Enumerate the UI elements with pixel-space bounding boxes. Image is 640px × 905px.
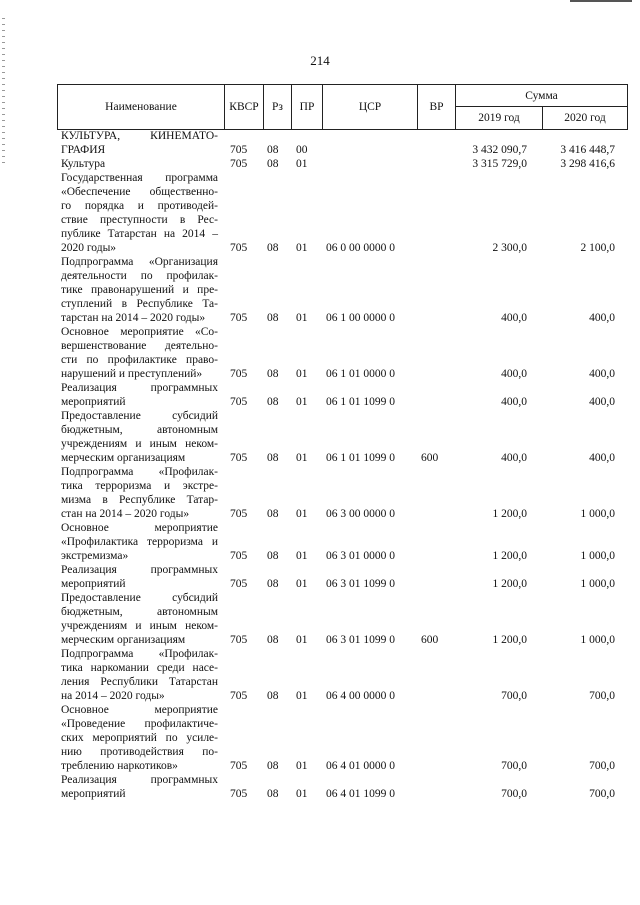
row-pr: 01 — [296, 158, 308, 170]
row-sum-2020: 1 000,0 — [580, 578, 615, 590]
row-kvsr: 705 — [230, 158, 248, 170]
row-name-line: мизма в Республике Татар- — [61, 494, 218, 506]
row-csr: 06 3 00 0000 0 — [326, 508, 395, 520]
header-sum: Сумма — [456, 85, 628, 107]
header-kvsr: КВСР — [225, 85, 264, 130]
row-sum-2019: 400,0 — [501, 368, 527, 380]
row-name-line: Реализация программных — [61, 382, 218, 394]
row-name-line: ступлений в Республике Та- — [61, 298, 218, 310]
row-sum-2020: 700,0 — [589, 788, 615, 800]
row-kvsr: 705 — [230, 312, 248, 324]
row-pr: 01 — [296, 634, 308, 646]
row-name-line: мероприятий — [61, 578, 126, 590]
row-kvsr: 705 — [230, 788, 248, 800]
row-sum-2020: 3 298 416,6 — [560, 158, 615, 170]
row-kvsr: 705 — [230, 508, 248, 520]
row-name — [61, 773, 218, 801]
row-name-line: сти по профилактике право- — [61, 354, 218, 366]
row-kvsr: 705 — [230, 634, 248, 646]
row-name — [61, 171, 218, 255]
row-name-line: треблению наркотиков» — [61, 760, 178, 772]
row-pr: 01 — [296, 550, 308, 562]
row-name-line: Предоставление субсидий — [61, 410, 218, 422]
row-vr: 600 — [421, 452, 439, 464]
row-rz: 08 — [267, 760, 279, 772]
row-name-line: Реализация программных — [61, 564, 218, 576]
row-name-line: Основное мероприятие «Со- — [61, 326, 218, 338]
row-sum-2019: 2 300,0 — [492, 242, 527, 254]
row-sum-2020: 400,0 — [589, 312, 615, 324]
row-csr: 06 0 00 0000 0 — [326, 242, 395, 254]
row-name-line: ствие преступности в Рес- — [61, 214, 218, 226]
table-row — [0, 325, 640, 381]
row-name-line: нию противодействия по- — [61, 746, 218, 758]
row-name-line: Культура — [61, 158, 106, 170]
table-row — [0, 409, 640, 465]
row-sum-2019: 700,0 — [501, 788, 527, 800]
row-name-line: тика терроризма и экстре- — [61, 480, 218, 492]
row-sum-2019: 3 315 729,0 — [472, 158, 527, 170]
row-sum-2020: 400,0 — [589, 368, 615, 380]
header-2020: 2020 год — [543, 107, 628, 130]
row-csr: 06 3 01 1099 0 — [326, 634, 395, 646]
table-body — [0, 129, 640, 801]
row-kvsr: 705 — [230, 578, 248, 590]
row-name — [61, 465, 218, 521]
row-rz: 08 — [267, 158, 279, 170]
row-csr: 06 1 00 0000 0 — [326, 312, 395, 324]
row-rz: 08 — [267, 690, 279, 702]
row-name-line: «Обеспечение общественно- — [61, 186, 218, 198]
row-pr: 01 — [296, 508, 308, 520]
row-sum-2020: 1 000,0 — [580, 550, 615, 562]
row-sum-2020: 3 416 448,7 — [560, 144, 615, 156]
row-name-line: Основное мероприятие — [61, 522, 218, 534]
row-name — [61, 647, 218, 703]
table-row — [0, 381, 640, 409]
row-pr: 01 — [296, 578, 308, 590]
row-sum-2019: 400,0 — [501, 452, 527, 464]
row-name-line: вершенствование деятельно- — [61, 340, 218, 352]
header-csr: ЦСР — [323, 85, 418, 130]
row-name-line: мероприятий — [61, 788, 126, 800]
row-sum-2020: 700,0 — [589, 760, 615, 772]
table-row — [0, 129, 640, 157]
header-name: Наименование — [58, 85, 225, 130]
row-rz: 08 — [267, 788, 279, 800]
row-sum-2020: 400,0 — [589, 452, 615, 464]
table-row — [0, 647, 640, 703]
table-row — [0, 591, 640, 647]
row-name-line: бюджетным, автономным — [61, 606, 218, 618]
table-row — [0, 157, 640, 171]
row-pr: 01 — [296, 368, 308, 380]
row-rz: 08 — [267, 312, 279, 324]
row-name-line: тике правонарушений и пре- — [61, 284, 218, 296]
table-row — [0, 465, 640, 521]
row-name-line: ГРАФИЯ — [61, 144, 106, 156]
row-csr: 06 1 01 0000 0 — [326, 368, 395, 380]
row-name — [61, 703, 218, 773]
row-sum-2019: 700,0 — [501, 760, 527, 772]
table-row — [0, 255, 640, 325]
row-csr: 06 4 00 0000 0 — [326, 690, 395, 702]
row-name-line: Подпрограмма «Профилак- — [61, 466, 218, 478]
row-csr: 06 1 01 1099 0 — [326, 396, 395, 408]
row-name-line: «Проведение профилактиче- — [61, 718, 218, 730]
row-pr: 01 — [296, 452, 308, 464]
row-name-line: учреждениям и иным неком- — [61, 438, 218, 450]
row-pr: 01 — [296, 690, 308, 702]
header-rz: Рз — [264, 85, 292, 130]
table-row — [0, 171, 640, 255]
row-name-line: Подпрограмма «Профилак- — [61, 648, 218, 660]
row-name-line: Реализация программных — [61, 774, 218, 786]
row-name-line: стан на 2014 – 2020 годы» — [61, 508, 190, 520]
page-edge-mark — [570, 0, 632, 2]
row-name-line: нарушений и преступлений» — [61, 368, 203, 380]
header-vr: ВР — [418, 85, 456, 130]
row-name-line: публике Татарстан на 2014 – — [61, 228, 218, 240]
row-sum-2020: 1 000,0 — [580, 634, 615, 646]
header-2019: 2019 год — [456, 107, 543, 130]
row-name-line: ских мероприятий по усиле- — [61, 732, 218, 744]
row-kvsr: 705 — [230, 242, 248, 254]
row-rz: 08 — [267, 508, 279, 520]
row-csr: 06 4 01 0000 0 — [326, 760, 395, 772]
row-rz: 08 — [267, 396, 279, 408]
row-pr: 01 — [296, 396, 308, 408]
row-sum-2020: 700,0 — [589, 690, 615, 702]
table-row — [0, 703, 640, 773]
row-csr: 06 4 01 1099 0 — [326, 788, 395, 800]
row-vr: 600 — [421, 634, 439, 646]
row-sum-2019: 400,0 — [501, 396, 527, 408]
row-rz: 08 — [267, 550, 279, 562]
row-rz: 08 — [267, 368, 279, 380]
row-name-line: ления Республики Татарстан — [61, 676, 218, 688]
row-kvsr: 705 — [230, 550, 248, 562]
row-kvsr: 705 — [230, 144, 248, 156]
table-row — [0, 773, 640, 801]
row-name-line: Основное мероприятие — [61, 704, 218, 716]
row-name — [61, 521, 218, 563]
row-name — [61, 409, 218, 465]
row-sum-2019: 3 432 090,7 — [472, 144, 527, 156]
row-name — [61, 591, 218, 647]
row-name-line: Государственная программа — [61, 172, 218, 184]
row-name-line: тарстан на 2014 – 2020 годы» — [61, 312, 206, 324]
row-sum-2019: 1 200,0 — [492, 578, 527, 590]
row-sum-2020: 2 100,0 — [580, 242, 615, 254]
row-name-line: мерческим организациям — [61, 452, 186, 464]
row-pr: 01 — [296, 788, 308, 800]
row-pr: 01 — [296, 312, 308, 324]
row-name — [61, 157, 218, 171]
row-sum-2020: 1 000,0 — [580, 508, 615, 520]
row-name-line: Предоставление субсидий — [61, 592, 218, 604]
row-name — [61, 325, 218, 381]
row-pr: 00 — [296, 144, 308, 156]
row-sum-2020: 400,0 — [589, 396, 615, 408]
row-kvsr: 705 — [230, 690, 248, 702]
row-rz: 08 — [267, 634, 279, 646]
row-rz: 08 — [267, 144, 279, 156]
row-sum-2019: 1 200,0 — [492, 508, 527, 520]
row-kvsr: 705 — [230, 368, 248, 380]
row-name-line: «Профилактика терроризма и — [61, 536, 218, 548]
row-name — [61, 129, 218, 157]
row-name — [61, 563, 218, 591]
row-kvsr: 705 — [230, 760, 248, 772]
row-sum-2019: 700,0 — [501, 690, 527, 702]
header-pr: ПР — [292, 85, 323, 130]
row-csr: 06 3 01 1099 0 — [326, 578, 395, 590]
row-name — [61, 381, 218, 409]
row-name-line: мероприятий — [61, 396, 126, 408]
row-name-line: Подпрограмма «Организация — [61, 256, 218, 268]
page-number: 214 — [310, 53, 330, 68]
row-sum-2019: 1 200,0 — [492, 550, 527, 562]
row-pr: 01 — [296, 760, 308, 772]
row-name-line: КУЛЬТУРА, КИНЕМАТО- — [61, 130, 218, 142]
row-csr: 06 1 01 1099 0 — [326, 452, 395, 464]
row-csr: 06 3 01 0000 0 — [326, 550, 395, 562]
row-sum-2019: 1 200,0 — [492, 634, 527, 646]
row-sum-2019: 400,0 — [501, 312, 527, 324]
row-name-line: го порядка и противодей- — [61, 200, 218, 212]
row-name-line: мерческим организациям — [61, 634, 186, 646]
table-row — [0, 521, 640, 563]
row-name-line: деятельности по профилак- — [61, 270, 218, 282]
row-name — [61, 255, 218, 325]
row-name-line: экстремизма» — [61, 550, 129, 562]
row-kvsr: 705 — [230, 396, 248, 408]
row-rz: 08 — [267, 578, 279, 590]
row-name-line: бюджетным, автономным — [61, 424, 218, 436]
table-header — [57, 84, 628, 130]
row-name-line: учреждениям и иным неком- — [61, 620, 218, 632]
row-pr: 01 — [296, 242, 308, 254]
row-name-line: 2020 годы» — [61, 242, 117, 254]
row-kvsr: 705 — [230, 452, 248, 464]
row-name-line: на 2014 – 2020 годы» — [61, 690, 165, 702]
row-rz: 08 — [267, 452, 279, 464]
row-rz: 08 — [267, 242, 279, 254]
table-row — [0, 563, 640, 591]
row-name-line: тика наркомании среди насе- — [61, 662, 218, 674]
